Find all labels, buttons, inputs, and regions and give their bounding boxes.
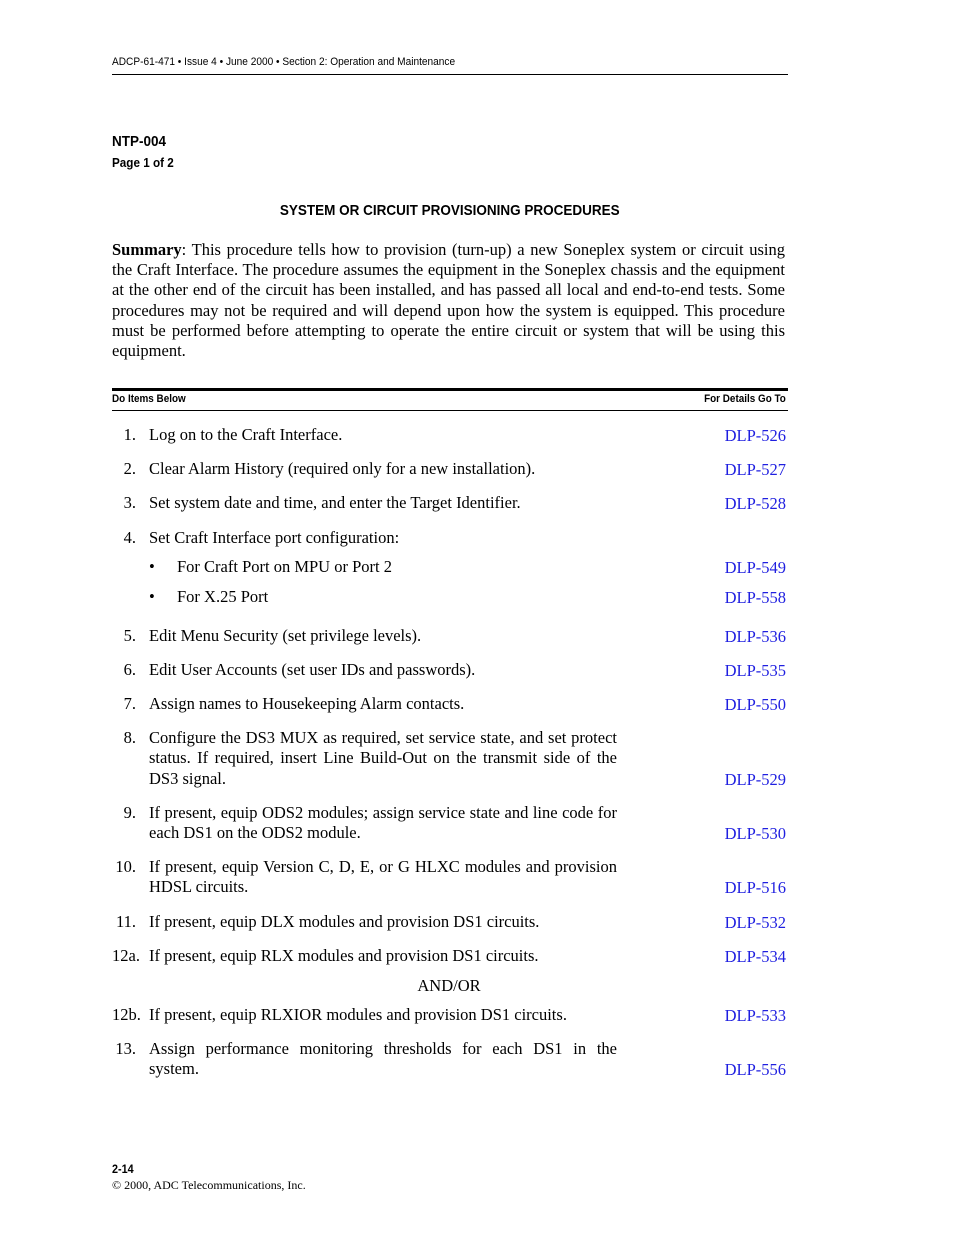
dlp-link[interactable]: DLP-556 xyxy=(724,1059,786,1079)
step-number: 5. xyxy=(123,626,136,645)
step-number: 7. xyxy=(123,694,136,713)
step-row xyxy=(112,459,786,480)
step-row xyxy=(112,728,786,790)
dlp-link[interactable]: DLP-534 xyxy=(724,946,786,966)
dlp-link[interactable]: DLP-526 xyxy=(724,425,786,445)
step-number: 10. xyxy=(115,857,136,876)
step-text: Log on to the Craft Interface. xyxy=(149,425,343,444)
copyright: © 2000, ADC Telecommunications, Inc. xyxy=(112,1178,306,1192)
dlp-link[interactable]: DLP-516 xyxy=(724,877,786,897)
column-header-items: Do Items Below xyxy=(112,393,186,405)
step-row xyxy=(112,626,786,647)
substep-row xyxy=(112,587,786,608)
and-or-separator: AND/OR xyxy=(417,976,481,995)
step-text: Configure the DS3 MUX as required, set service state, and set protect status. If required, insert Line Build-Out on the transmit side of the DS3 signal. xyxy=(149,728,617,788)
substep-row xyxy=(112,557,786,578)
step-text: If present, equip ODS2 modules; assign service state and line code for each DS1 on the ODS2 module. xyxy=(149,803,617,843)
step-number: 12a. xyxy=(112,946,140,965)
step-row xyxy=(112,493,786,514)
table-top-rule xyxy=(112,388,788,391)
step-text: If present, equip Version C, D, E, or G HLXC modules and provision HDSL circuits. xyxy=(149,857,617,897)
step-number: 4. xyxy=(123,528,136,547)
step-text: Assign names to Housekeeping Alarm contacts. xyxy=(149,694,465,713)
substep-text: For X.25 Port xyxy=(177,587,269,606)
step-number: 3. xyxy=(123,493,136,512)
dlp-link[interactable]: DLP-528 xyxy=(724,493,786,513)
dlp-link[interactable]: DLP-535 xyxy=(724,660,786,680)
dlp-link[interactable]: DLP-550 xyxy=(724,694,786,714)
step-number: 12b. xyxy=(112,1005,141,1024)
dlp-link[interactable]: DLP-532 xyxy=(724,912,786,932)
bullet: • xyxy=(149,557,155,576)
step-text: Set system date and time, and enter the Target Identifier. xyxy=(149,493,521,512)
bullet: • xyxy=(149,587,155,606)
dlp-link[interactable]: DLP-529 xyxy=(724,769,786,789)
dlp-link[interactable]: DLP-536 xyxy=(724,626,786,646)
page-indicator: Page 1 of 2 xyxy=(112,155,174,170)
page-number: 2-14 xyxy=(112,1162,134,1176)
step-number: 6. xyxy=(123,660,136,679)
step-number: 9. xyxy=(123,803,136,822)
procedure-id: NTP-004 xyxy=(112,133,167,150)
step-row xyxy=(112,660,786,681)
summary-text: : This procedure tells how to provision (turn-up) a new Soneplex system or circuit using the Craft Interface. The procedure assumes the equipment in the Soneplex chassis and the equipment at the other end of the circuit has been installed, and has passed all local and end-to-end tests. Some procedures may not be required and will depend upon how the system is equipped. This procedure must be performed before attempting to operate the entire circuit or system that will be using this equipment. xyxy=(112,240,785,361)
step-row xyxy=(112,425,786,446)
step-row xyxy=(112,1005,786,1026)
step-text: If present, equip RLXIOR modules and provision DS1 circuits. xyxy=(149,1005,567,1024)
step-text: Assign performance monitoring thresholds for each DS1 in the system. xyxy=(149,1039,617,1079)
procedure-title-text: SYSTEM OR CIRCUIT PROVISIONING PROCEDURES xyxy=(280,202,620,219)
running-header: ADCP-61-471 • Issue 4 • June 2000 • Section 2: Operation and Maintenance xyxy=(112,56,456,68)
summary-label: Summary xyxy=(112,240,182,259)
step-text: If present, equip RLX modules and provision DS1 circuits. xyxy=(149,946,539,965)
step-text: Edit User Accounts (set user IDs and passwords). xyxy=(149,660,476,679)
dlp-link[interactable]: DLP-549 xyxy=(724,557,786,577)
header-rule xyxy=(112,74,788,75)
step-row xyxy=(112,1039,786,1080)
step-text: Clear Alarm History (required only for a new installation). xyxy=(149,459,536,478)
step-row xyxy=(112,912,786,933)
step-row xyxy=(112,857,786,898)
table-header-rule xyxy=(112,410,788,411)
dlp-link[interactable]: DLP-530 xyxy=(724,823,786,843)
step-number: 13. xyxy=(115,1039,136,1058)
step-row xyxy=(112,694,786,715)
step-number: 11. xyxy=(115,912,136,931)
step-text: Edit Menu Security (set privilege levels). xyxy=(149,626,422,645)
procedure-title xyxy=(112,202,788,219)
step-number: 8. xyxy=(123,728,136,747)
step-row xyxy=(112,528,786,549)
step-text: If present, equip DLX modules and provision DS1 circuits. xyxy=(149,912,540,931)
step-text: Set Craft Interface port configuration: xyxy=(149,528,400,547)
step-row xyxy=(112,803,786,844)
dlp-link[interactable]: DLP-527 xyxy=(724,459,786,479)
step-number: 1. xyxy=(123,425,136,444)
dlp-link[interactable]: DLP-558 xyxy=(724,587,786,607)
step-row xyxy=(112,946,786,967)
substep-text: For Craft Port on MPU or Port 2 xyxy=(177,557,392,576)
summary-paragraph xyxy=(112,240,785,361)
column-header-details: For Details Go To xyxy=(704,393,786,405)
dlp-link[interactable]: DLP-533 xyxy=(724,1005,786,1025)
step-number: 2. xyxy=(123,459,136,478)
